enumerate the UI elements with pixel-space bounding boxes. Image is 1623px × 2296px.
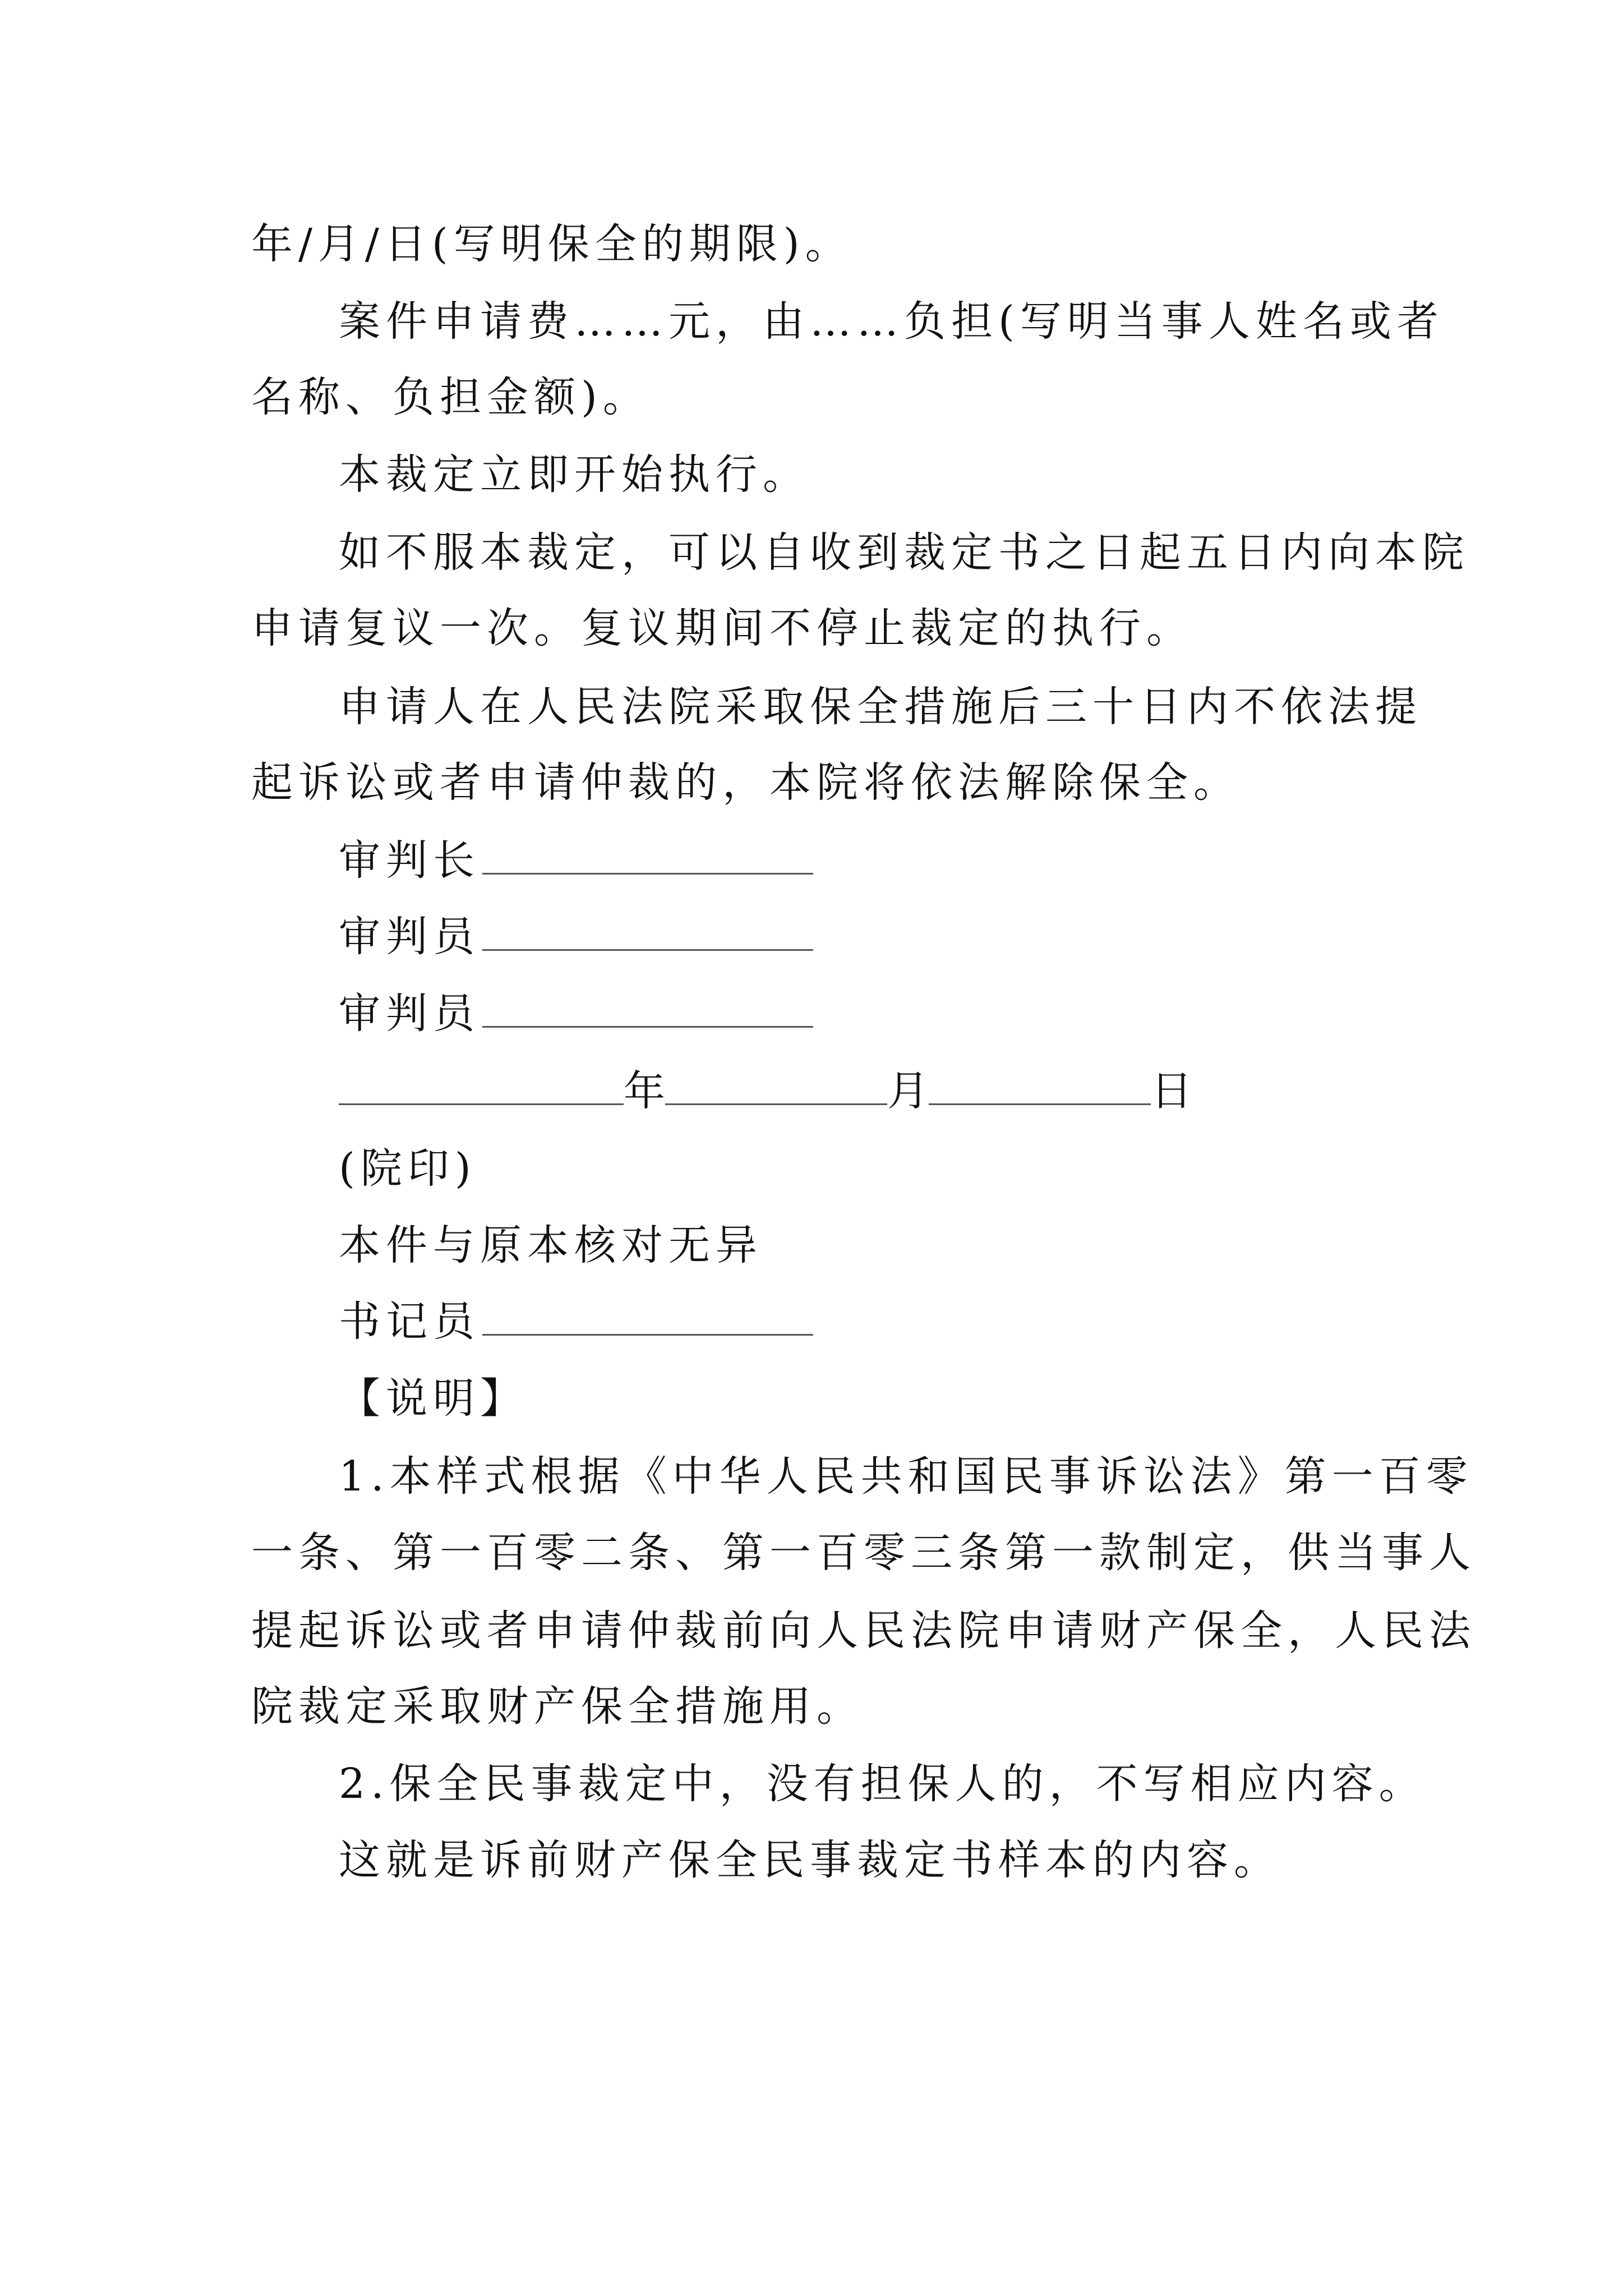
closing-text: 这就是诉前财产保全民事裁定书样本的内容。 bbox=[339, 1836, 1281, 1884]
signature-label: 审判员 bbox=[339, 913, 480, 961]
signature-clerk bbox=[339, 1294, 1488, 1350]
day-blank bbox=[929, 1064, 1151, 1105]
notes-heading: 【说明】 bbox=[339, 1374, 527, 1423]
paragraph-line: 申请人在人民法院采取保全措施后三十日内不依法提 bbox=[339, 683, 1422, 731]
year-label: 年 bbox=[624, 1067, 665, 1115]
year-blank bbox=[339, 1064, 624, 1105]
paragraph-line: 名称、负担金额)。 bbox=[251, 373, 650, 421]
paragraph-line: 如不服本裁定，可以自收到裁定书之日起五日内向本院 bbox=[339, 528, 1469, 577]
signature-label: 审判长 bbox=[339, 836, 480, 885]
date-line bbox=[339, 1063, 1488, 1119]
paragraph-line: 起诉讼或者申请仲裁的，本院将依法解除保全。 bbox=[251, 758, 1241, 807]
signature-judge-2 bbox=[339, 986, 1488, 1042]
notes-line: 2.保全民事裁定中，没有担保人的，不写相应内容。 bbox=[339, 1760, 1426, 1808]
signature-chief-judge bbox=[339, 832, 1488, 889]
paragraph-line: 案件申请费……元，由……负担(写明当事人姓名或者 bbox=[339, 297, 1444, 346]
paragraph-line: 申请复议一次。复议期间不停止裁定的执行。 bbox=[251, 604, 1193, 652]
month-label: 月 bbox=[887, 1067, 929, 1115]
signature-judge-1 bbox=[339, 909, 1488, 965]
verification-text: 本件与原本核对无异 bbox=[339, 1221, 763, 1269]
paragraph-line: 年/月/日(写明保全的期限)。 bbox=[251, 220, 852, 268]
signature-label: 审判员 bbox=[339, 990, 480, 1038]
day-label: 日 bbox=[1151, 1067, 1192, 1115]
notes-line: 院裁定采取财产保全措施用。 bbox=[251, 1682, 864, 1731]
month-blank bbox=[665, 1064, 887, 1105]
notes-line: 1.本样式根据《中华人民共和国民事诉讼法》第一百零 bbox=[339, 1452, 1473, 1501]
signature-label: 书记员 bbox=[339, 1297, 480, 1346]
notes-line: 提起诉讼或者申请仲裁前向人民法院申请财产保全，人民法 bbox=[251, 1607, 1476, 1655]
signature-blank bbox=[482, 1295, 813, 1336]
signature-blank bbox=[482, 834, 813, 875]
paragraph-line: 本裁定立即开始执行。 bbox=[339, 450, 810, 499]
seal-text: (院印) bbox=[339, 1144, 477, 1193]
notes-line: 一条、第一百零二条、第一百零三条第一款制定，供当事人 bbox=[251, 1529, 1476, 1577]
signature-blank bbox=[482, 910, 813, 951]
signature-blank bbox=[482, 987, 813, 1028]
